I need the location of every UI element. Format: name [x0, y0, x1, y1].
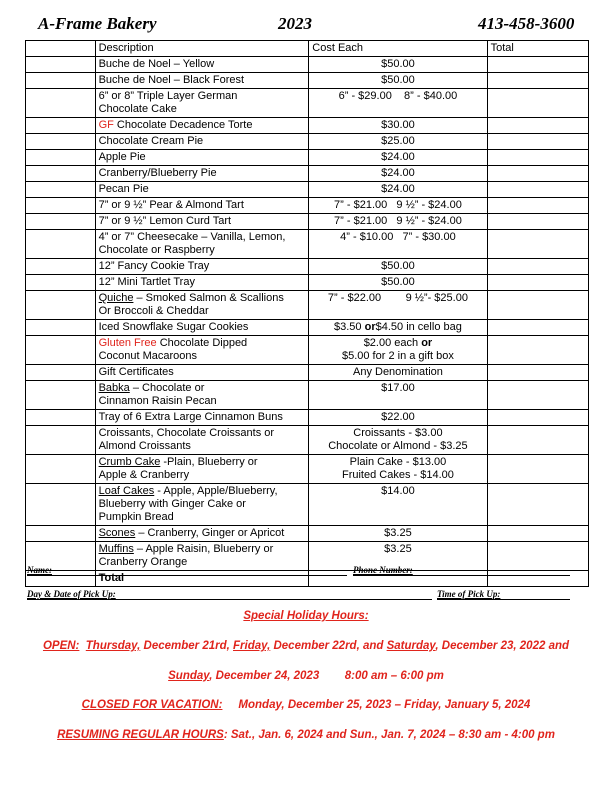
description-cell [95, 526, 309, 542]
total-cell[interactable] [487, 57, 588, 73]
resume-label: RESUMING REGULAR HOURS [57, 729, 224, 741]
open-dec21: December 21rd, [140, 640, 233, 652]
table-row [26, 320, 589, 336]
cost-cell [309, 410, 487, 426]
item-name: 7” or 9 ½” Lemon Curd Tart [98, 215, 232, 227]
total-cell[interactable] [487, 426, 588, 455]
description-cell [95, 73, 309, 89]
item-cost-alt: Fruited Cakes - $14.00 [341, 469, 454, 481]
quantity-cell[interactable] [26, 426, 96, 455]
item-name: Iced Snowflake Sugar Cookies [98, 321, 249, 333]
table-row [26, 214, 589, 230]
total-label-cell [95, 571, 309, 587]
cost-cell [309, 526, 487, 542]
total-cell[interactable] [487, 182, 588, 198]
table-header-row [26, 41, 589, 57]
gf-label: GF [98, 119, 114, 131]
table-row [26, 336, 589, 365]
cost-cell [309, 381, 487, 410]
item-name: Tray of 6 Extra Large Cinnamon Buns [98, 411, 283, 423]
cost-cell [309, 291, 487, 320]
quantity-cell[interactable] [26, 57, 96, 73]
order-table [25, 40, 589, 587]
phone-label: Phone Number: [353, 565, 413, 575]
open-dec22: December 22rd, and [270, 640, 387, 652]
table-row [26, 230, 589, 259]
item-name: Apple Pie [98, 151, 146, 163]
or-label: or [364, 321, 376, 333]
item-category: Babka [98, 382, 130, 394]
phone-number: 413-458-3600 [478, 14, 575, 33]
description-cell [95, 182, 309, 198]
table-row [26, 73, 589, 89]
table-row [26, 484, 589, 526]
open-dec23: , December 23, 2022 and [435, 640, 570, 652]
description-cell [95, 134, 309, 150]
item-cost: 7” - $21.00 9 ½” - $24.00 [334, 215, 462, 227]
total-cell[interactable] [487, 259, 588, 275]
item-cost: $25.00 [381, 135, 415, 147]
total-cell[interactable] [487, 381, 588, 410]
open-saturday: Saturday [386, 640, 436, 652]
item-cost: $50.00 [381, 58, 415, 70]
description-cell [95, 291, 309, 320]
quantity-cell[interactable] [26, 214, 96, 230]
item-category: Muffins [98, 543, 134, 555]
total-cell[interactable] [487, 214, 588, 230]
description-header: Description [95, 41, 309, 57]
quantity-cell[interactable] [26, 166, 96, 182]
total-cell[interactable] [487, 484, 588, 526]
open-days-line [0, 640, 612, 652]
item-cost: $30.00 [381, 119, 415, 131]
item-category: Loaf Cakes [98, 485, 155, 497]
description-cell [95, 455, 309, 484]
name-field[interactable] [27, 575, 347, 576]
description-cell [95, 381, 309, 410]
item-name: – Apple Raisin, Blueberry or [133, 543, 274, 555]
item-cost: $17.00 [381, 382, 415, 394]
table-row [26, 275, 589, 291]
item-name: 6” or 8” Triple Layer German [98, 90, 238, 102]
pickup-date-label: Day & Date of Pick Up: [27, 589, 116, 599]
description-cell [95, 198, 309, 214]
item-name: Croissants, Chocolate Croissants or [98, 427, 275, 439]
open-label: OPEN: [42, 640, 80, 652]
description-cell [95, 484, 309, 526]
total-cell[interactable] [487, 150, 588, 166]
quantity-cell[interactable] [26, 484, 96, 526]
table-row [26, 455, 589, 484]
table-row [26, 410, 589, 426]
description-cell [95, 89, 309, 118]
cost-cell [309, 182, 487, 198]
total-cell[interactable] [487, 73, 588, 89]
item-cost: $50.00 [381, 74, 415, 86]
cost-cell [309, 455, 487, 484]
item-name: 7” or 9 ½” Pear & Almond Tart [98, 199, 244, 211]
item-name-line3: Pumpkin Bread [98, 511, 174, 523]
cost-cell [309, 134, 487, 150]
total-cell[interactable] [487, 542, 588, 571]
phone-field[interactable] [353, 575, 570, 576]
item-cost: $2.00 each [363, 337, 422, 349]
resume-dates: : Sat., Jan. 6, 2024 and Sun., Jan. 7, 2024 – 8:30 am - 4:00 pm [223, 729, 555, 741]
quantity-cell[interactable] [26, 89, 96, 118]
quantity-cell[interactable] [26, 134, 96, 150]
cost-cell [309, 118, 487, 134]
item-name-line2: Chocolate Cake [98, 103, 177, 115]
table-row [26, 381, 589, 410]
item-name: 12” Mini Tartlet Tray [98, 276, 195, 288]
table-row [26, 166, 589, 182]
item-name: – Smoked Salmon & Scallions [133, 292, 284, 304]
cost-cell [309, 365, 487, 381]
table-row [26, 150, 589, 166]
item-name-line2: Cinnamon Raisin Pecan [98, 395, 217, 407]
item-name-line2: Almond Croissants [98, 440, 191, 452]
sunday-line [0, 670, 612, 682]
total-cell[interactable] [487, 275, 588, 291]
name-label: Name: [27, 565, 52, 575]
item-cost: $14.00 [381, 485, 415, 497]
item-name: Buche de Noel – Black Forest [98, 74, 245, 86]
description-cell [95, 426, 309, 455]
total-cell[interactable] [487, 134, 588, 150]
closed-line [0, 699, 612, 711]
quantity-cell[interactable] [26, 455, 96, 484]
table-row [26, 365, 589, 381]
item-category: Scones [98, 527, 136, 539]
item-name: 12” Fancy Cookie Tray [98, 260, 210, 272]
item-name-line2: Coconut Macaroons [98, 350, 198, 362]
total-cell[interactable] [487, 198, 588, 214]
quantity-cell[interactable] [26, 198, 96, 214]
total-header: Total [487, 41, 588, 57]
table-row [26, 182, 589, 198]
gluten-free-label: Gluten Free [98, 337, 157, 349]
table-row [26, 198, 589, 214]
item-name: – Cranberry, Ginger or Apricot [135, 527, 285, 539]
item-category: Crumb Cake [98, 456, 161, 468]
item-cost: Plain Cake - $13.00 [349, 456, 447, 468]
table-row [26, 526, 589, 542]
total-row [26, 571, 589, 587]
quantity-cell[interactable] [26, 230, 96, 259]
table-row [26, 426, 589, 455]
closed-dates: Monday, December 25, 2023 – Friday, January 5, 2024 [222, 699, 531, 711]
item-name: – Chocolate or [129, 382, 205, 394]
cost-cell [309, 426, 487, 455]
total-cell[interactable] [487, 365, 588, 381]
quantity-cell[interactable] [26, 320, 96, 336]
total-cell[interactable] [487, 320, 588, 336]
closed-label: CLOSED FOR VACATION: [81, 699, 223, 711]
item-cost: $3.25 [384, 527, 412, 539]
item-cost: Croissants - $3.00 [353, 427, 443, 439]
item-cost: $24.00 [381, 183, 415, 195]
description-cell [95, 118, 309, 134]
item-cost: $3.25 [384, 543, 412, 555]
description-cell [95, 542, 309, 571]
cost-cell [309, 166, 487, 182]
cost-cell [309, 214, 487, 230]
description-cell [95, 150, 309, 166]
description-cell [95, 410, 309, 426]
cost-cell [309, 320, 487, 336]
quantity-cell[interactable] [26, 118, 96, 134]
cost-cell [309, 57, 487, 73]
quantity-cell[interactable] [26, 365, 96, 381]
item-name: 4” or 7” Cheesecake – Vanilla, Lemon, [98, 231, 286, 243]
total-cell[interactable] [487, 455, 588, 484]
total-label: Total [98, 572, 125, 584]
item-name: Cranberry/Blueberry Pie [98, 167, 217, 179]
quantity-cell[interactable] [26, 182, 96, 198]
cost-cell [309, 89, 487, 118]
resume-line [0, 729, 612, 741]
item-name-line2: Or Broccoli & Cheddar [98, 305, 209, 317]
total-cell[interactable] [487, 291, 588, 320]
total-cell[interactable] [487, 230, 588, 259]
cost-cell [309, 150, 487, 166]
open-friday: Friday, [233, 640, 271, 652]
item-cost: $3.50 [334, 321, 365, 333]
cost-cell [309, 336, 487, 365]
item-cost: 7” - $21.00 9 ½” - $24.00 [334, 199, 462, 211]
item-name: Chocolate Cream Pie [98, 135, 204, 147]
item-cost: 7” - $22.00 9 ½”- $25.00 [327, 292, 468, 304]
item-cost: 6” - $29.00 8” - $40.00 [338, 90, 458, 102]
cost-cell [309, 259, 487, 275]
description-cell [95, 57, 309, 73]
item-cost: $22.00 [381, 411, 415, 423]
item-name: Gift Certificates [98, 366, 174, 378]
cost-cell [309, 275, 487, 291]
total-cell[interactable] [487, 118, 588, 134]
item-cost: $24.00 [381, 167, 415, 179]
item-cost: 4” - $10.00 7” - $30.00 [340, 231, 456, 243]
quantity-cell[interactable] [26, 275, 96, 291]
item-name: Chocolate Dipped [156, 337, 248, 349]
item-name-line2: Cranberry Orange [98, 556, 188, 568]
bakery-name: A-Frame Bakery [38, 14, 157, 33]
description-cell [95, 320, 309, 336]
description-cell [95, 259, 309, 275]
item-cost-alt: $4.50 in cello bag [375, 321, 462, 333]
sunday-hours: , December 24, 2023 8:00 am – 6:00 pm [209, 670, 444, 682]
description-cell [95, 275, 309, 291]
item-name-line2: Blueberry with Ginger Cake or [98, 498, 246, 510]
cost-cell [309, 484, 487, 526]
item-cost: $50.00 [381, 276, 415, 288]
pickup-time-field[interactable] [437, 599, 570, 600]
table-row [26, 291, 589, 320]
pickup-date-field[interactable] [27, 599, 432, 600]
description-cell [95, 166, 309, 182]
item-category: Quiche [98, 292, 134, 304]
item-cost-alt: $5.00 for 2 in a gift box [341, 350, 454, 362]
description-cell [95, 365, 309, 381]
total-cell[interactable] [487, 89, 588, 118]
table-row [26, 118, 589, 134]
description-cell [95, 336, 309, 365]
table-row [26, 259, 589, 275]
item-cost: Any Denomination [352, 366, 443, 378]
item-name-line2: Apple & Cranberry [98, 469, 190, 481]
table-row [26, 89, 589, 118]
year: 2023 [278, 14, 312, 33]
quantity-cell[interactable] [26, 381, 96, 410]
cost-cell [309, 198, 487, 214]
blank-header-cell [26, 41, 96, 57]
description-cell [95, 214, 309, 230]
pickup-time-label: Time of Pick Up: [437, 589, 501, 599]
item-name: - Apple, Apple/Blueberry, [154, 485, 278, 497]
sunday-label: Sunday [168, 670, 210, 682]
table-row [26, 542, 589, 571]
item-name: Buche de Noel – Yellow [98, 58, 215, 70]
grand-total-cell[interactable] [487, 571, 588, 587]
holiday-title-text: Special Holiday Hours: [243, 610, 369, 622]
quantity-cell[interactable] [26, 526, 96, 542]
item-cost: $24.00 [381, 151, 415, 163]
table-row [26, 57, 589, 73]
item-cost-alt: Chocolate or Almond - $3.25 [328, 440, 468, 452]
quantity-cell[interactable] [26, 291, 96, 320]
holiday-hours-title [0, 610, 612, 622]
quantity-cell[interactable] [26, 410, 96, 426]
total-cell[interactable] [487, 410, 588, 426]
item-name-line2: Chocolate or Raspberry [98, 244, 215, 256]
table-row [26, 134, 589, 150]
cost-header: Cost Each [309, 41, 487, 57]
cost-cell [309, 73, 487, 89]
or-label: or [421, 337, 433, 349]
item-name: -Plain, Blueberry or [160, 456, 258, 468]
total-cell[interactable] [487, 166, 588, 182]
open-thursday: Thursday, [85, 640, 141, 652]
quantity-cell[interactable] [26, 150, 96, 166]
cost-cell [309, 230, 487, 259]
quantity-cell[interactable] [26, 259, 96, 275]
quantity-cell[interactable] [26, 73, 96, 89]
item-name: Chocolate Decadence Torte [113, 119, 253, 131]
description-cell [95, 230, 309, 259]
item-name: Pecan Pie [98, 183, 149, 195]
quantity-cell[interactable] [26, 336, 96, 365]
total-cell[interactable] [487, 336, 588, 365]
item-cost: $50.00 [381, 260, 415, 272]
total-cell[interactable] [487, 526, 588, 542]
